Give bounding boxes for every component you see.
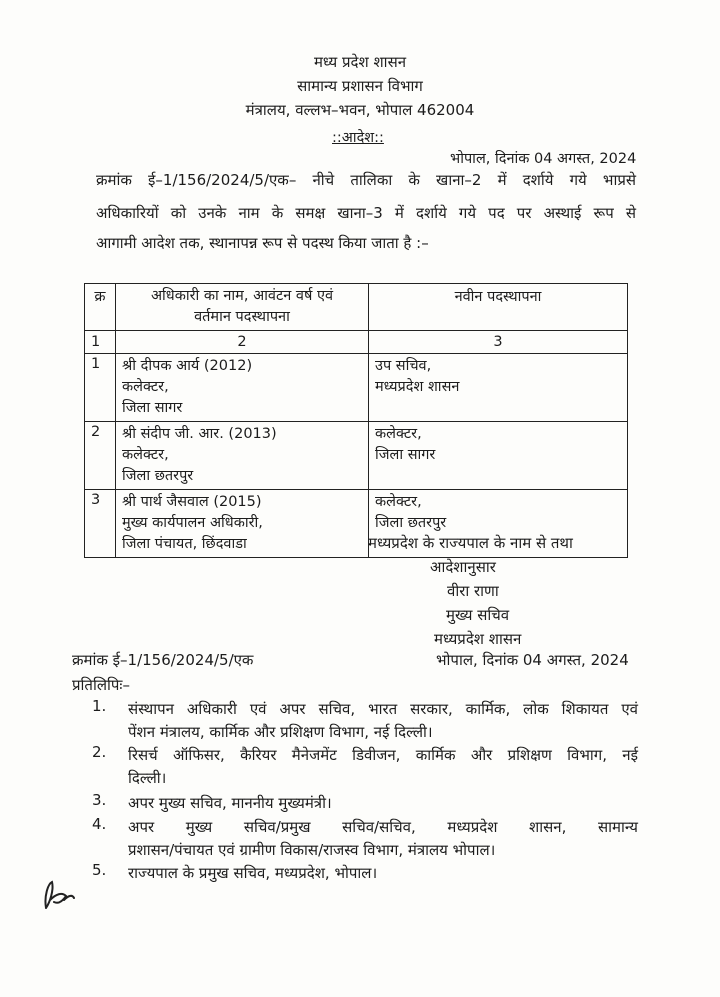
officer-place: जिला पंचायत, छिंदवाडा <box>122 536 247 552</box>
officer-cell <box>116 490 369 558</box>
endorsement-ref: क्रमांक ई–1/156/2024/5/एक <box>72 651 254 669</box>
posting-cell <box>369 354 628 422</box>
signatory-office: मध्यप्रदेश शासन <box>434 630 522 648</box>
posting-line-2: जिला छतरपुर <box>375 515 447 531</box>
copy-to-label: प्रतिलिपिः– <box>72 676 130 694</box>
header-officer <box>116 284 369 331</box>
row-sno: 2 <box>85 422 116 490</box>
signature-line-2: आदेशानुसार <box>430 558 496 576</box>
item-line-1: राज्यपाल के प्रमुख सचिव, मध्यप्रदेश, भोपाल। <box>128 864 378 882</box>
row-sno: 3 <box>85 490 116 558</box>
item-line-1: रिसर्च ऑफिसर, कैरियर मैनेजमेंट डिवीजन, कार्मिक और प्रशिक्षण विभाग, नई <box>128 746 638 764</box>
department-name: सामान्य प्रशासन विभाग <box>297 77 423 95</box>
header-posting: नवीन पदस्थापना <box>369 284 628 331</box>
item-line-1: अपर मुख्य सचिव/प्रमुख सचिव/सचिव, मध्यप्रदेश शासन, सामान्य <box>128 818 638 836</box>
officer-designation: कलेक्टर, <box>122 447 169 463</box>
item-line-1: अपर मुख्य सचिव, माननीय मुख्यमंत्री। <box>128 794 332 812</box>
officer-name: श्री पार्थ जैसवाल (2015) <box>122 494 262 510</box>
signatory-designation: मुख्य सचिव <box>446 606 510 624</box>
officer-place: जिला छतरपुर <box>122 468 194 484</box>
officer-designation: कलेक्टर, <box>122 379 169 395</box>
header-officer-line-2: वर्तमान पदस्थापना <box>194 309 290 325</box>
table-row <box>85 354 628 422</box>
officer-place: जिला सागर <box>122 400 183 416</box>
item-line-2: पेंशन मंत्रालय, कार्मिक और प्रशिक्षण विभाग, नई दिल्ली। <box>128 723 433 741</box>
officer-name: श्री संदीप जी. आर. (2013) <box>122 426 277 442</box>
signature-line-1: मध्यप्रदेश के राज्यपाल के नाम से तथा <box>368 534 573 552</box>
posting-line-2: जिला सागर <box>375 447 436 463</box>
item-number: 5. <box>92 861 107 879</box>
posting-line-2: मध्यप्रदेश शासन <box>375 379 460 395</box>
header-sno: क्र <box>85 284 116 331</box>
item-number: 4. <box>92 815 107 833</box>
officer-designation: मुख्य कार्यपालन अधिकारी, <box>122 515 263 531</box>
officer-cell <box>116 354 369 422</box>
header-officer-line-1: अधिकारी का नाम, आवंटन वर्ष एवं <box>150 288 334 304</box>
intro-line-2: अधिकारियों को उनके नाम के समक्ष खाना–3 में दर्शाये गये पद पर अस्थाई रूप से <box>96 204 636 222</box>
item-line-2: दिल्ली। <box>128 769 167 787</box>
posting-cell <box>369 422 628 490</box>
row-sno: 1 <box>85 354 116 422</box>
initials-scribble-icon <box>40 878 76 912</box>
item-number: 1. <box>92 697 107 715</box>
col-number-3: 3 <box>369 331 628 354</box>
govt-name: मध्य प्रदेश शासन <box>313 53 407 71</box>
signatory-name: वीरा राणा <box>447 582 499 600</box>
intro-line-1: क्रमांक ई–1/156/2024/5/एक– नीचे तालिका के खाना–2 में दर्शाये गये भाप्रसे <box>96 171 636 189</box>
posting-line-1: उप सचिव, <box>375 358 432 374</box>
item-line-1: संस्थापन अधिकारी एवं अपर सचिव, भारत सरकार, कार्मिक, लोक शिकायत एवं <box>128 700 638 718</box>
order-title: ::आदेश:: <box>332 130 384 146</box>
endorsement-date: भोपाल, दिनांक 04 अगस्त, 2024 <box>436 651 629 669</box>
posting-line-1: कलेक्टर, <box>375 426 422 442</box>
intro-line-3: आगामी आदेश तक, स्थानापन्न रूप से पदस्थ किया जाता है :– <box>96 234 429 252</box>
department-address: मंत्रालय, वल्लभ–भवन, भोपाल 462004 <box>245 101 475 119</box>
officer-name: श्री दीपक आर्य (2012) <box>122 358 253 374</box>
item-number: 3. <box>92 791 107 809</box>
table-row <box>85 422 628 490</box>
col-number-1: 1 <box>85 331 116 354</box>
item-line-2: प्रशासन/पंचायत एवं ग्रामीण विकास/राजस्व विभाग, मंत्रालय भोपाल। <box>128 841 496 859</box>
column-number-row <box>85 331 628 354</box>
posting-table <box>84 283 628 558</box>
order-date: भोपाल, दिनांक 04 अगस्त, 2024 <box>450 151 637 167</box>
table-header-row <box>85 284 628 331</box>
posting-line-1: कलेक्टर, <box>375 494 422 510</box>
col-number-2: 2 <box>116 331 369 354</box>
item-number: 2. <box>92 743 107 761</box>
officer-cell <box>116 422 369 490</box>
